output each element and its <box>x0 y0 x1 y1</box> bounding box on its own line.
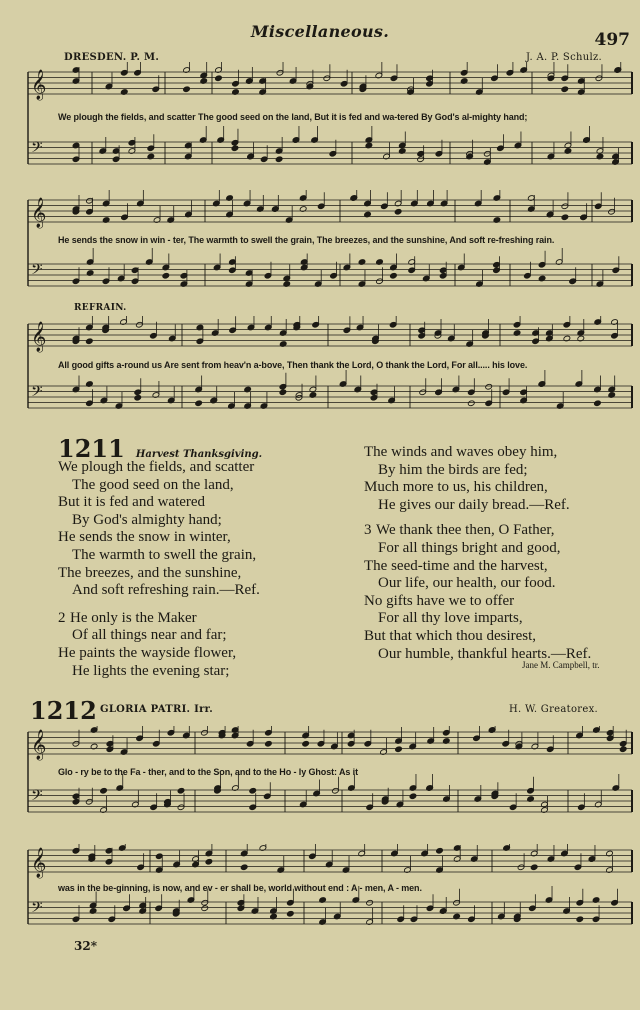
poem-line: Our humble, thankful hearts.—Ref. <box>378 645 592 662</box>
poem-right-column <box>364 444 591 663</box>
note-head <box>561 86 569 93</box>
note-head <box>619 746 627 753</box>
bass-clef-icon: 𝄢 <box>31 261 43 282</box>
music-lyric-line-3: All good gifts a-round us Are sent from heav'n a-bove, Then thank the Lord, O thank the Lord, For all..... his love. <box>58 360 528 370</box>
poem-line <box>364 522 591 540</box>
poem-line: The winds and waves obey him, <box>364 444 558 460</box>
hymn-number-1212: 1212 <box>30 696 97 725</box>
note-head <box>390 272 398 279</box>
note-head <box>580 214 588 221</box>
note-head <box>394 208 402 215</box>
treble-clef-icon: 𝄞 <box>31 198 47 228</box>
poem-line: By God's almighty hand; <box>72 511 222 528</box>
note-head <box>249 787 257 794</box>
note-head <box>561 214 569 221</box>
note-head <box>205 858 213 865</box>
treble-clef-icon: 𝄞 <box>31 70 47 100</box>
note-head <box>395 746 403 753</box>
note-head <box>485 383 493 390</box>
music-system-5 <box>0 844 640 954</box>
note-head <box>287 910 295 917</box>
poem-line: He lights the evening star; <box>72 662 230 679</box>
note-head <box>409 793 417 800</box>
poem-line: But it is fed and watered <box>58 494 206 511</box>
poem-left-column <box>58 459 260 680</box>
verse-number: 3 <box>364 522 372 539</box>
hymn-title: Harvest Thanksgiving. <box>135 449 263 460</box>
section-title: Miscellaneous. <box>250 22 390 41</box>
poem-line: The warmth to swell the grain, <box>72 546 257 563</box>
hymn-number: 1211 <box>58 434 125 463</box>
note-head <box>547 75 555 82</box>
poem-line: By him the birds are fed; <box>378 461 528 478</box>
poem-line: The breezes, and the sunshine, <box>58 564 242 581</box>
poem-line: We plough the fields, and scatter <box>58 459 255 475</box>
note-head <box>265 740 273 747</box>
poem-line: He gives our daily bread.—Ref. <box>378 496 570 513</box>
note-head <box>275 156 283 163</box>
note-head <box>86 338 94 345</box>
note-head <box>100 787 108 794</box>
signature-mark: 32* <box>74 939 97 953</box>
note-head <box>530 864 538 871</box>
poem-line: He paints the wayside flower, <box>58 644 237 661</box>
poem-line: But that which thou desirest, <box>364 627 537 644</box>
note-head <box>231 145 239 152</box>
poem-line: The seed-time and the harvest, <box>364 557 548 574</box>
note-head <box>195 400 203 407</box>
poem-line: The good seed on the land, <box>72 476 234 493</box>
poem-line: Our life, our health, our food. <box>378 575 556 592</box>
note-head <box>177 787 185 794</box>
treble-clef-icon: 𝄞 <box>31 322 47 352</box>
note-head <box>436 847 444 854</box>
poem-line: For all things bright and good, <box>378 539 561 556</box>
tune-name: DRESDEN. P. M. <box>64 52 160 63</box>
treble-clef-icon: 𝄞 <box>31 730 47 760</box>
note-head <box>201 905 209 912</box>
bass-clef-icon: 𝄢 <box>31 787 43 808</box>
bass-clef-icon: 𝄢 <box>31 139 43 160</box>
poem-line: No gifts have we to offer <box>364 592 515 609</box>
hymn-title-1212: GLORIA PATRI. Irr. <box>100 704 214 715</box>
music-system-4 <box>0 726 640 836</box>
page-number: 497 <box>594 30 630 50</box>
note-head <box>215 75 223 82</box>
note-head <box>468 400 476 407</box>
music-lyric-line-4: Glo - ry be to the Fa - ther, and to the Son, and to the Ho - ly Ghost: As it <box>58 767 358 777</box>
note-head <box>183 86 191 93</box>
note-head <box>279 389 287 396</box>
note-head <box>569 278 577 285</box>
bass-clef-icon: 𝄢 <box>31 899 43 920</box>
bass-clef-icon: 𝄢 <box>31 383 43 404</box>
note-head <box>240 864 248 871</box>
note-head <box>134 394 142 401</box>
note-head <box>302 740 310 747</box>
music-system-3 <box>0 316 640 426</box>
poem-line: For all thy love imparts, <box>378 610 523 627</box>
music-lyric-line-5: was in the be-ginning, is now, and ev - er shall be, world without end : A - men, A - men. <box>58 883 422 893</box>
composer-credit-1212: H. W. Greatorex. <box>509 704 598 715</box>
music-lyric-line-1: We plough the fields, and scatter The good seed on the land, But it is fed and wa-tered By God's al-mighty hand; <box>58 112 528 122</box>
poem-line-text: We thank thee then, O Father, <box>376 522 555 539</box>
composer-credit: J. A. P. Schulz. <box>525 52 602 63</box>
poem-line: Of all things near and far; <box>72 627 227 644</box>
music-lyric-line-2: He sends the snow in win - ter, The warmth to swell the grain, The breezes, and the sunshine, And soft re-freshing rain. <box>58 235 555 245</box>
poem-line: He sends the snow in winter, <box>58 529 231 546</box>
poem-line <box>58 610 260 628</box>
verse-number: 2 <box>58 609 66 626</box>
poem-line: And soft refreshing rain.—Ref. <box>72 582 260 599</box>
note-head <box>594 400 602 407</box>
refrain-label: REFRAIN. <box>74 303 127 313</box>
translator-credit: Jane M. Campbell, tr. <box>522 660 600 670</box>
note-head <box>366 899 374 906</box>
note-head <box>123 905 131 912</box>
note-head <box>72 847 80 854</box>
note-head <box>576 916 584 923</box>
poem-line: Much more to us, his children, <box>364 479 548 496</box>
note-head <box>162 272 170 279</box>
treble-clef-icon: 𝄞 <box>31 848 47 878</box>
music-system-2 <box>0 190 640 300</box>
poem-line-text: He only is the Maker <box>70 609 197 626</box>
